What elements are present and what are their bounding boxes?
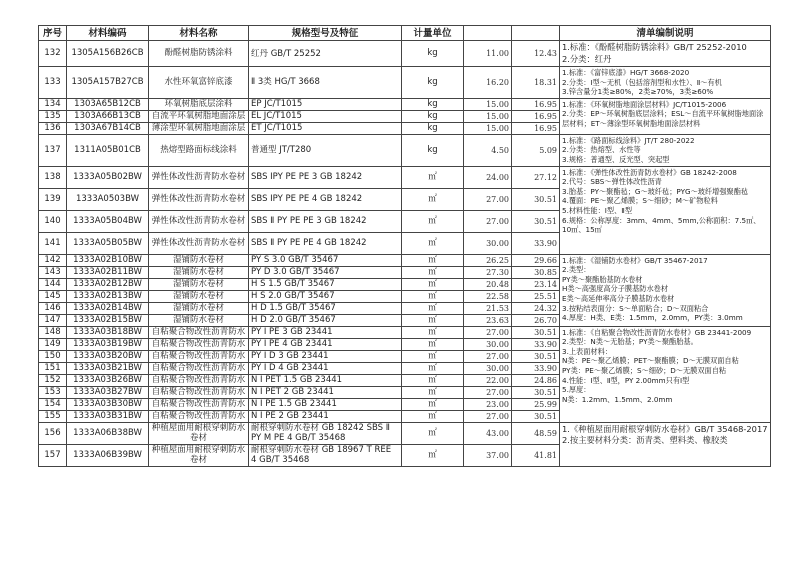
unit-cell: ㎡ (402, 266, 464, 278)
row-number: 147 (39, 314, 67, 326)
material-code: 1333A05B02BW (67, 166, 149, 188)
header-price2 (512, 26, 560, 41)
tax-price-cell: 16.95 (512, 122, 560, 134)
tax-price-cell: 24.32 (512, 302, 560, 314)
unit-cell: ㎡ (402, 326, 464, 338)
unit-cell: kg (402, 98, 464, 110)
unit-cell: ㎡ (402, 386, 464, 398)
material-code: 1333A02B14BW (67, 302, 149, 314)
material-code: 1305A157B27CB (67, 67, 149, 99)
table-row (39, 326, 771, 338)
material-code: 1333A02B12BW (67, 278, 149, 290)
material-name: 湿铺防水卷材 (149, 314, 249, 326)
spec-cell: EP JC/T1015 (249, 98, 402, 110)
spec-cell: 耐根穿刺防水卷材 GB 18967 T REE 4 GB/T 35468 (249, 444, 402, 466)
material-code: 1333A06B39BW (67, 444, 149, 466)
table-row (39, 134, 771, 166)
tax-price-cell: 5.09 (512, 134, 560, 166)
table-row (39, 67, 771, 99)
material-code: 1333A06B38BW (67, 422, 149, 444)
row-number: 141 (39, 232, 67, 254)
unit-cell: ㎡ (402, 422, 464, 444)
notes-cell: 1.标准：《路面标线涂料》JT/T 280-2022 2.分类：热熔型、水性等 3.规格：普通型、反光型、突起型 (560, 134, 771, 166)
price-cell: 24.00 (464, 166, 512, 188)
price-cell: 15.00 (464, 122, 512, 134)
row-number: 134 (39, 98, 67, 110)
spec-cell: SBS Ⅱ PY PE PE 3 GB 18242 (249, 210, 402, 232)
price-cell: 30.00 (464, 338, 512, 350)
spec-cell: 普通型 JT/T280 (249, 134, 402, 166)
tax-price-cell: 16.95 (512, 98, 560, 110)
tax-price-cell: 27.12 (512, 166, 560, 188)
row-number: 132 (39, 41, 67, 67)
price-cell: 27.30 (464, 266, 512, 278)
tax-price-cell: 12.43 (512, 41, 560, 67)
material-code: 1333A03B19BW (67, 338, 149, 350)
material-name: 湿铺防水卷材 (149, 254, 249, 266)
spec-cell: PY S 3.0 GB/T 35467 (249, 254, 402, 266)
unit-cell: ㎡ (402, 232, 464, 254)
header-price1 (464, 26, 512, 41)
material-name: 湿铺防水卷材 (149, 290, 249, 302)
notes-cell: 1.标准：《自粘聚合物改性沥青防水卷材》GB 23441-2009 2.类型：N类～无胎基；PY类～聚酯胎基。 3.上表面材料： N类：PE～聚乙烯膜；PET～聚酯膜；D～无膜双面自粘 PY类：PE～聚乙烯膜；S～细砂；D～无膜双面自粘 4.性能：Ⅰ型、Ⅱ型，PY 2.00mm只有Ⅰ型 5.厚度： N类：1.2mm、1.5mm、2.0mm (560, 326, 771, 422)
row-number: 138 (39, 166, 67, 188)
tax-price-cell: 16.95 (512, 110, 560, 122)
tax-price-cell: 25.51 (512, 290, 560, 302)
header-spec: 规格型号及特征 (249, 26, 402, 41)
notes-cell: 1.标准：《环氧树脂地面涂层材料》JC/T1015-2006 2.分类：EP～环氧树脂底层涂料；ESL～自流平环氧树脂地面涂层材料；ET～薄涂型环氧树脂地面涂层材料 (560, 98, 771, 134)
price-cell: 11.00 (464, 41, 512, 67)
row-number: 137 (39, 134, 67, 166)
material-name: 湿铺防水卷材 (149, 302, 249, 314)
tax-price-cell: 30.51 (512, 410, 560, 422)
row-number: 154 (39, 398, 67, 410)
price-cell: 15.00 (464, 98, 512, 110)
unit-cell: ㎡ (402, 374, 464, 386)
spec-cell: H D 2.0 GB/T 35467 (249, 314, 402, 326)
unit-cell: ㎡ (402, 278, 464, 290)
material-code: 1333A05B05BW (67, 232, 149, 254)
tax-price-cell: 33.90 (512, 338, 560, 350)
notes-cell: 1.《种植屋面用耐根穿刺防水卷材》GB/T 35468-2017 2.按主要材料分类：沥青类、塑料类、橡胶类 (560, 422, 771, 466)
price-cell: 27.00 (464, 410, 512, 422)
spec-cell: PY Ⅰ D 4 GB 23441 (249, 362, 402, 374)
material-name: 自粘聚合物改性沥青防水 (149, 386, 249, 398)
row-number: 151 (39, 362, 67, 374)
row-number: 144 (39, 278, 67, 290)
spec-cell: ET JC/T1015 (249, 122, 402, 134)
spec-cell: PY D 3.0 GB/T 35467 (249, 266, 402, 278)
material-name: 薄涂型环氧树脂地面涂层 (149, 122, 249, 134)
material-name: 弹性体改性沥青防水卷材 (149, 232, 249, 254)
price-cell: 16.20 (464, 67, 512, 99)
material-code: 1303A65B12CB (67, 98, 149, 110)
tax-price-cell: 30.51 (512, 386, 560, 398)
spec-cell: 红丹 GB/T 25252 (249, 41, 402, 67)
row-number: 143 (39, 266, 67, 278)
header-unit: 计量单位 (402, 26, 464, 41)
material-name: 种植屋面用耐根穿刺防水卷材 (149, 444, 249, 466)
tax-price-cell: 30.51 (512, 188, 560, 210)
material-code: 1333A02B15BW (67, 314, 149, 326)
unit-cell: ㎡ (402, 398, 464, 410)
unit-cell: kg (402, 134, 464, 166)
tax-price-cell: 33.90 (512, 232, 560, 254)
price-cell: 30.00 (464, 232, 512, 254)
material-code: 1333A03B18BW (67, 326, 149, 338)
spec-cell: H S 2.0 GB/T 35467 (249, 290, 402, 302)
row-number: 140 (39, 210, 67, 232)
spec-cell: N Ⅰ PE 1.5 GB 23441 (249, 398, 402, 410)
unit-cell: ㎡ (402, 166, 464, 188)
unit-cell: ㎡ (402, 338, 464, 350)
spec-cell: N Ⅰ PET 2 GB 23441 (249, 386, 402, 398)
material-code: 1303A67B14CB (67, 122, 149, 134)
material-name: 湿铺防水卷材 (149, 266, 249, 278)
price-cell: 27.00 (464, 210, 512, 232)
spec-cell: N Ⅰ PE 2 GB 23441 (249, 410, 402, 422)
table-header-row (39, 26, 771, 41)
spec-cell: SBS ⅠPY PE PE 3 GB 18242 (249, 166, 402, 188)
table-row (39, 254, 771, 266)
material-code: 1333A03B31BW (67, 410, 149, 422)
spec-cell: PY Ⅰ D 3 GB 23441 (249, 350, 402, 362)
unit-cell: ㎡ (402, 350, 464, 362)
row-number: 133 (39, 67, 67, 99)
tax-price-cell: 30.51 (512, 210, 560, 232)
header-notes: 清单编制说明 (560, 26, 771, 41)
row-number: 145 (39, 290, 67, 302)
table-row (39, 98, 771, 110)
price-cell: 27.00 (464, 326, 512, 338)
price-cell: 27.00 (464, 386, 512, 398)
row-number: 146 (39, 302, 67, 314)
unit-cell: ㎡ (402, 362, 464, 374)
spec-cell: PY Ⅰ PE 4 GB 23441 (249, 338, 402, 350)
row-number: 135 (39, 110, 67, 122)
row-number: 152 (39, 374, 67, 386)
material-name: 弹性体改性沥青防水卷材 (149, 188, 249, 210)
price-cell: 37.00 (464, 444, 512, 466)
material-name: 弹性体改性沥青防水卷材 (149, 166, 249, 188)
row-number: 156 (39, 422, 67, 444)
material-code: 1333A02B13BW (67, 290, 149, 302)
tax-price-cell: 33.90 (512, 362, 560, 374)
material-code: 1333A02B11BW (67, 266, 149, 278)
unit-cell: ㎡ (402, 410, 464, 422)
material-name: 湿铺防水卷材 (149, 278, 249, 290)
table-row (39, 41, 771, 67)
unit-cell: kg (402, 67, 464, 99)
notes-cell: 1.标准：《弹性体改性沥青防水卷材》GB 18242-2008 2.代号：SBS～弹性体改性沥青 3.胎基：PY～聚酯毡；G～玻纤毡；PYG～玻纤增强聚酯毡 4.覆面：PE～聚乙烯膜；S～细砂；M～矿物粒料 5.材料性能：Ⅰ型、Ⅱ型 6.规格：公称厚度：3mm、4mm、5mm,公称面积：7.5㎡、10㎡、15㎡ (560, 166, 771, 254)
tax-price-cell: 30.51 (512, 326, 560, 338)
row-number: 139 (39, 188, 67, 210)
material-name: 自粘聚合物改性沥青防水 (149, 410, 249, 422)
material-name: 自粘聚合物改性沥青防水 (149, 350, 249, 362)
unit-cell: ㎡ (402, 290, 464, 302)
spec-cell: 耐根穿刺防水卷材 GB 18242 SBS Ⅱ PY M PE 4 GB/T 35468 (249, 422, 402, 444)
row-number: 150 (39, 350, 67, 362)
material-code: 1333A03B20BW (67, 350, 149, 362)
material-name: 弹性体改性沥青防水卷材 (149, 210, 249, 232)
row-number: 142 (39, 254, 67, 266)
spec-cell: H S 1.5 GB/T 35467 (249, 278, 402, 290)
unit-cell: ㎡ (402, 444, 464, 466)
material-name: 自粘聚合物改性沥青防水 (149, 326, 249, 338)
spec-cell: EL JC/T1015 (249, 110, 402, 122)
tax-price-cell: 29.66 (512, 254, 560, 266)
material-code: 1333A02B10BW (67, 254, 149, 266)
unit-cell: kg (402, 110, 464, 122)
material-code: 1333A05B04BW (67, 210, 149, 232)
tax-price-cell: 26.70 (512, 314, 560, 326)
unit-cell: kg (402, 122, 464, 134)
price-cell: 30.00 (464, 362, 512, 374)
tax-price-cell: 23.14 (512, 278, 560, 290)
notes-cell: 1.标准：《湿铺防水卷材》GB/T 35467-2017 2.类型： PY类～聚酯胎基防水卷材 H类～高强度高分子膜基防水卷材 E类～高延伸率高分子膜基防水卷材 3.按粘结表面分：S～单面粘合；D～双面粘合 4.厚度：H类、E类：1.5mm，2.0mm，PY类：3.0mm (560, 254, 771, 326)
notes-cell: 1.标准：《富锌底漆》HG/T 3668-2020 2.分类：Ⅰ型～无机（包括溶剂型和水性）、Ⅱ～有机 3.锌含量分1类≥80%，2类≥70%，3类≥60% (560, 67, 771, 99)
row-number: 155 (39, 410, 67, 422)
price-cell: 4.50 (464, 134, 512, 166)
tax-price-cell: 24.86 (512, 374, 560, 386)
price-cell: 23.63 (464, 314, 512, 326)
header-code: 材料编码 (67, 26, 149, 41)
material-code: 1333A03B26BW (67, 374, 149, 386)
material-code: 1333A03B30BW (67, 398, 149, 410)
tax-price-cell: 30.51 (512, 350, 560, 362)
material-code: 1333A0503BW (67, 188, 149, 210)
notes-cell: 1.标准：《酚醛树脂防锈涂料》GB/T 25252-2010 2.分类：红丹 (560, 41, 771, 67)
material-code: 1333A03B21BW (67, 362, 149, 374)
spec-cell: SBS ⅠPY PE PE 4 GB 18242 (249, 188, 402, 210)
material-name: 水性环氧富锌底漆 (149, 67, 249, 99)
material-name: 自粘聚合物改性沥青防水 (149, 362, 249, 374)
unit-cell: ㎡ (402, 188, 464, 210)
material-name: 种植屋面用耐根穿刺防水卷材 (149, 422, 249, 444)
row-number: 149 (39, 338, 67, 350)
material-code: 1305A156B26CB (67, 41, 149, 67)
tax-price-cell: 18.31 (512, 67, 560, 99)
material-code: 1311A05B01CB (67, 134, 149, 166)
material-name: 酚醛树脂防锈涂料 (149, 41, 249, 67)
price-cell: 22.00 (464, 374, 512, 386)
tax-price-cell: 25.99 (512, 398, 560, 410)
tax-price-cell: 41.81 (512, 444, 560, 466)
price-cell: 21.53 (464, 302, 512, 314)
spec-cell: SBS Ⅱ PY PE PE 4 GB 18242 (249, 232, 402, 254)
spec-cell: PY Ⅰ PE 3 GB 23441 (249, 326, 402, 338)
row-number: 148 (39, 326, 67, 338)
spec-cell: Ⅱ 3类 HG/T 3668 (249, 67, 402, 99)
unit-cell: ㎡ (402, 314, 464, 326)
price-cell: 43.00 (464, 422, 512, 444)
price-cell: 15.00 (464, 110, 512, 122)
material-list-table (38, 25, 771, 467)
price-cell: 20.48 (464, 278, 512, 290)
price-cell: 26.25 (464, 254, 512, 266)
row-number: 136 (39, 122, 67, 134)
unit-cell: ㎡ (402, 254, 464, 266)
spec-cell: N Ⅰ PET 1.5 GB 23441 (249, 374, 402, 386)
material-name: 自粘聚合物改性沥青防水 (149, 374, 249, 386)
table-row (39, 422, 771, 444)
material-code: 1333A03B27BW (67, 386, 149, 398)
tax-price-cell: 48.59 (512, 422, 560, 444)
material-name: 自粘聚合物改性沥青防水 (149, 338, 249, 350)
price-cell: 27.00 (464, 188, 512, 210)
row-number: 157 (39, 444, 67, 466)
tax-price-cell: 30.85 (512, 266, 560, 278)
price-cell: 22.58 (464, 290, 512, 302)
material-name: 环氧树脂底层涂料 (149, 98, 249, 110)
price-cell: 27.00 (464, 350, 512, 362)
unit-cell: ㎡ (402, 302, 464, 314)
unit-cell: ㎡ (402, 210, 464, 232)
price-cell: 23.00 (464, 398, 512, 410)
spec-cell: H D 1.5 GB/T 35467 (249, 302, 402, 314)
material-name: 自流平环氧树脂地面涂层 (149, 110, 249, 122)
table-row (39, 166, 771, 188)
header-name: 材料名称 (149, 26, 249, 41)
material-name: 自粘聚合物改性沥青防水 (149, 398, 249, 410)
material-name: 热熔型路面标线涂料 (149, 134, 249, 166)
row-number: 153 (39, 386, 67, 398)
header-no: 序号 (39, 26, 67, 41)
unit-cell: kg (402, 41, 464, 67)
material-code: 1303A66B13CB (67, 110, 149, 122)
